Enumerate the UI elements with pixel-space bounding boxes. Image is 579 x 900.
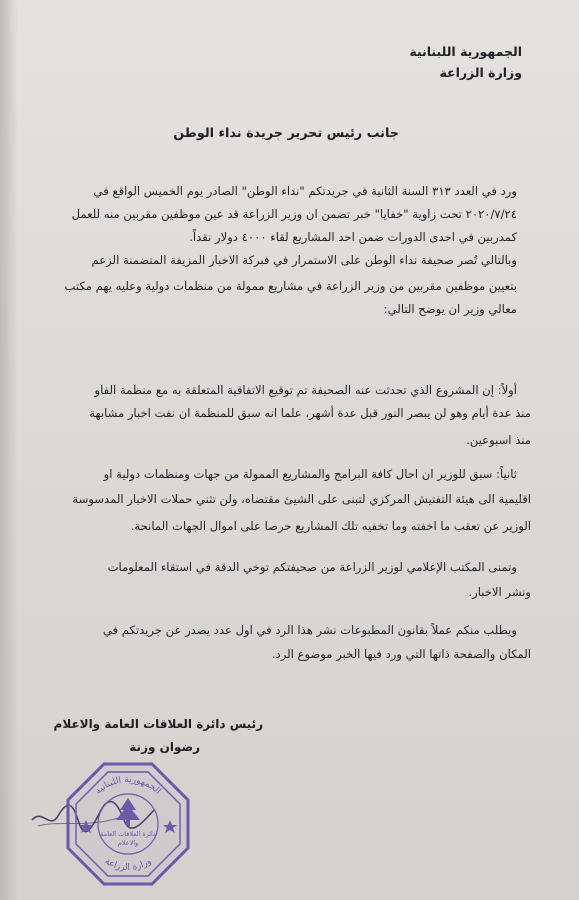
letterhead-country: الجمهورية اللبنانية	[409, 44, 522, 59]
signatory-title: رئيس دائرة العلاقات العامة والاعلام	[53, 717, 263, 731]
stamp-bottom-text: وزارة الزراعة	[102, 856, 154, 874]
signatory-name: رضوان وزنة	[129, 740, 200, 754]
stamp-outer-text: الجمهورية اللبنانية	[93, 774, 163, 797]
stamp-inner-line2: والاعلام	[117, 839, 139, 847]
body-line: معالي وزير ان يوضح التالي:	[383, 302, 517, 316]
body-line: ونشر الاخبار.	[468, 585, 531, 599]
body-line: ٢٠٢٠/٧/٢٤ تحت زاوية "خفايا" خبر تضمن ان وزير الزراعة قد عين موظفين مقربين منه للعمل	[71, 207, 517, 221]
body-line: منذ اسبوعين.	[466, 433, 531, 447]
body-line: اقليمية الى هيئة التفتيش المركزي لتبنى على الشيئ مقتضاه، ولن تثني حملات الاخبار المدسوسة	[72, 492, 531, 506]
letterhead-ministry: وزارة الزراعة	[439, 65, 522, 80]
body-line: ويطلب منكم عملاً بقانون المطبوعات نشر هذا الرد في اول عدد يصدر عن جريدتكم في	[102, 623, 517, 637]
body-line: وتمنى المكتب الإعلامي لوزير الزراعة من صحيفتكم توخي الدقة في استقاء المعلومات	[107, 560, 517, 574]
body-line: كمدربين في احدى الدورات ضمن احد المشاريع لقاء ٤٠٠٠ دولار نقداً.	[189, 230, 517, 244]
body-line: ورد في العدد ٣١٣ السنة الثانية في جريدتكم "نداء الوطن" الصادر يوم الخميس الواقع في	[93, 184, 517, 198]
body-line: الوزير عن تعقب ما اخفته وما تخفيه تلك المشاريع حرصا على اموال الجهات المانحة.	[130, 519, 531, 533]
body-line: أولاً: إن المشروع الذي تحدثت عنه الصحيفة تم توقيع الاتفاقية المتعلقة به مع منظمة الفاو	[94, 383, 517, 397]
official-stamp	[64, 760, 192, 888]
body-line: وبالتالي تُصر صحيفة نداء الوطن على الاستمرار في فبركة الاخبار المزيفة المتضمنة الزعم	[91, 253, 517, 267]
stamp-inner-line1: دائرة العلاقات العامة	[100, 830, 156, 838]
body-line: منذ عدة أيام وهو لن يبصر النور قبل عدة أشهر، علما انه سبق للمنظمة ان نفت اخبار مشابهة	[89, 406, 531, 420]
body-line: ثانياً: سبق للوزير ان احال كافة البرامج والمشاريع الممولة من جهات ومنظمات دولية او	[103, 467, 517, 481]
body-line: المكان والصفحة ذاتها التي ورد فيها الخبر موضوع الرد.	[271, 647, 531, 661]
body-line: بتعيين موظفين مقربين من وزير الزراعة في مشاريع ممولة من منظمات دولية وعليه يهم مكتب	[64, 279, 517, 293]
letter-title: جانب رئيس تحرير جريدة نداء الوطن	[173, 126, 399, 141]
